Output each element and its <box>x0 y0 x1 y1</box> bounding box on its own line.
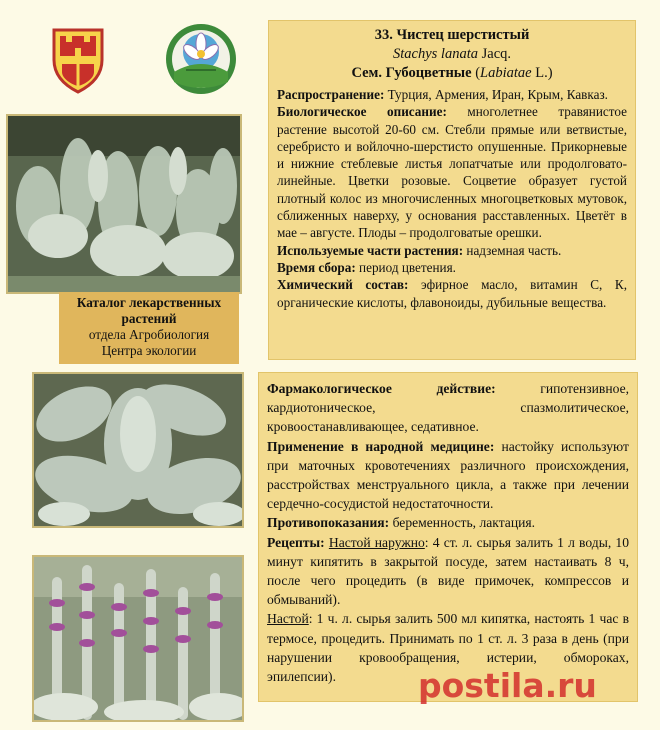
plant-photo-flowers <box>32 555 244 722</box>
parts-label: Используемые части растения: <box>277 242 464 258</box>
contra-text: беременность, лактация. <box>389 515 536 531</box>
ecology-center-logo <box>164 22 238 96</box>
family-latin: Labiatae <box>480 65 532 81</box>
folk-label: Применение в народной медицине: <box>267 438 495 454</box>
family-label: Сем. Губоцветные <box>351 65 472 81</box>
plant-photo-leaves <box>32 372 244 528</box>
chem-paragraph <box>277 276 627 311</box>
bio-paragraph <box>277 103 627 241</box>
pharm-paragraph <box>267 379 629 437</box>
description-panel <box>268 20 636 360</box>
catalog-label-box <box>59 292 239 364</box>
family-author: L.) <box>535 65 553 81</box>
recipe1-text: : 4 ст. л. сырья залить 1 л воды, 10 минут кипятить в закрытой посуде, затем настаивать 8 ч, после чего процедить (в виде примочек, компрессов и обмываний). <box>267 534 629 608</box>
shield-icon <box>48 20 108 94</box>
plant-title: 33. Чистец шерстистый <box>374 27 530 43</box>
parts-paragraph <box>277 242 627 259</box>
city-emblem-logo <box>48 20 108 94</box>
pharm-text: гипотензивное, кардиотоническое, спазмолитическое, кровоостанавливающее, седативное. <box>267 381 629 435</box>
chem-text: эфирное масло, витамин С, К, органические кислоты, флавоноиды, дубильные вещества. <box>277 277 627 310</box>
latin-name <box>277 45 627 64</box>
time-paragraph <box>277 259 627 276</box>
catalog-department: отдела Агробиология <box>88 327 210 342</box>
family-open-paren: ( <box>475 65 481 81</box>
spread-label: Распространение: <box>277 87 385 102</box>
recipe2-label: Настой <box>267 611 309 627</box>
parts-text: надземная часть. <box>463 242 562 258</box>
recipe1-label: Настой наружно <box>328 534 425 550</box>
pharm-label: Фармакологическое действие: <box>267 381 496 396</box>
recipes-label: Рецепты: <box>267 534 325 550</box>
contra-paragraph <box>267 513 629 532</box>
plant-header <box>277 26 627 83</box>
time-text: период цветения. <box>355 259 456 275</box>
time-label: Время сбора: <box>277 259 356 275</box>
spread-text: Турция, Армения, Иран, Крым, Кавказ. <box>384 87 608 102</box>
catalog-center: Центра экологии <box>101 343 197 358</box>
catalog-title-line2: растений <box>121 311 177 326</box>
bio-label: Биологическое описание: <box>277 104 447 120</box>
latin-author: Jacq. <box>481 46 511 62</box>
recipe2-paragraph <box>267 609 629 686</box>
chem-label: Химический состав: <box>277 277 409 293</box>
plant-photo-bush <box>6 114 242 294</box>
family-line <box>277 64 627 83</box>
bio-text: многолетнее травянистое растение высотой 20-60 см. Стебли прямые или ветвистые, серебристо и войлочно-шерстисто опушенные. Прикорневые и нижние стеблевые листья лопатчатые или продолговато-линейные. Цветки розовые. Соцветие образует густой плотный колос из многочисленных многоцветковых мутовок, сближенных наверху, у основания расставленных. Цветёт в мае – августе. Плоды – продолговатые орешки. <box>277 104 627 241</box>
latin-genus: Stachys lanata <box>393 46 478 62</box>
spread-paragraph <box>277 86 627 103</box>
recipe2-text: : 1 ч. л. сырья залить 500 мл кипятка, настоять 1 час в термосе, процедить. Принимать по 1 ст. л. 3 раза в день (при нарушении кровообращения, истерии, обмороках, эпилепсии). <box>267 611 629 685</box>
usage-panel <box>258 372 638 702</box>
recipe1-paragraph <box>267 533 629 610</box>
contra-label: Противопоказания: <box>267 515 390 531</box>
catalog-title-line1: Каталог лекарственных <box>76 295 222 310</box>
folk-paragraph <box>267 437 629 514</box>
watermark: postila.ru <box>418 666 597 705</box>
folk-text: настойку используют при маточных кровотечениях различного происхождения, расстройствах менструального цикла, а также при лечении сердечно-сосудистой недостаточности. <box>267 438 629 512</box>
flower-emblem-icon <box>164 22 238 96</box>
